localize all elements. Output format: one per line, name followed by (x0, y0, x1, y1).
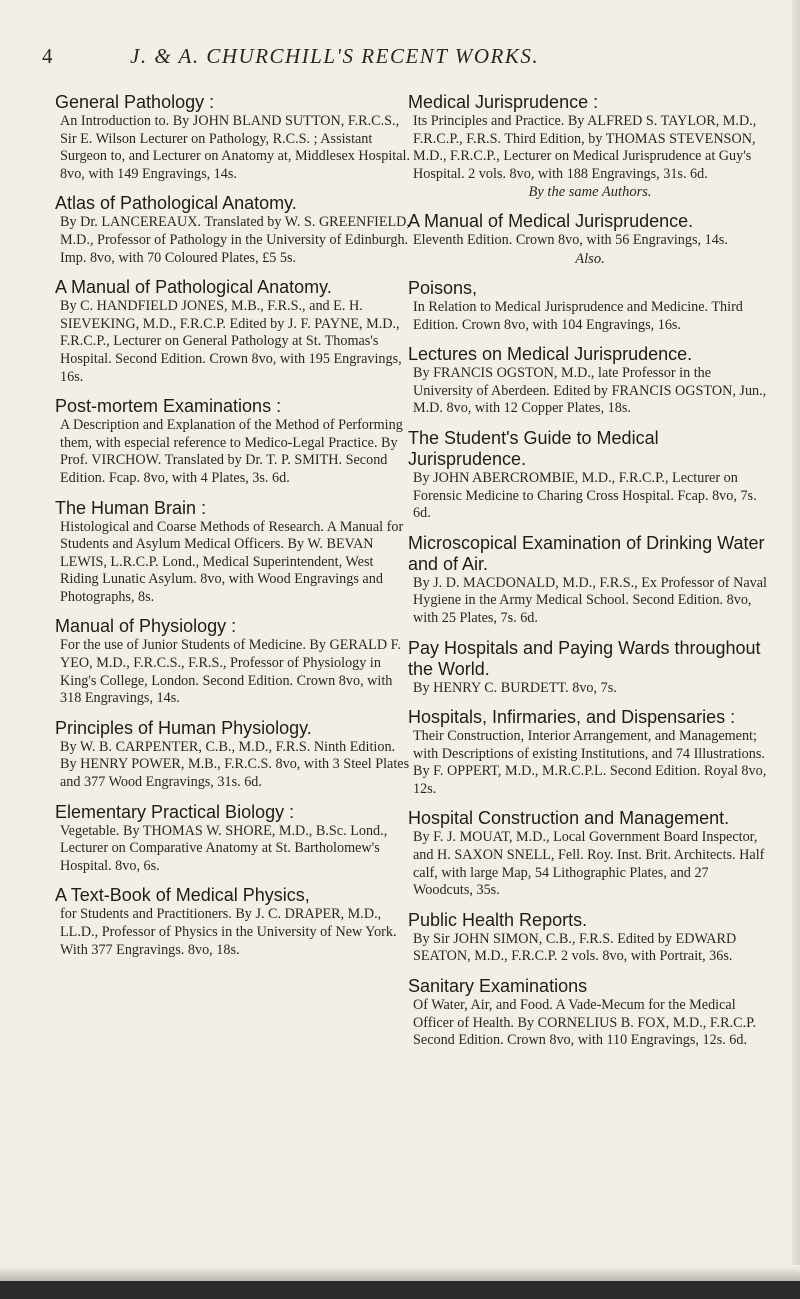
book-title: The Student's Guide to Medical Jurisprudence. (408, 427, 659, 469)
book-description: Their Construction, Interior Arrangement, and Management; with Descriptions of existing Institutions, and 74 Illustrations. By F. OPPERT, M.D., M.R.C.P.L. Second Edition. Royal 8vo, 12s. (413, 728, 767, 797)
book-description: Eleventh Edition. Crown 8vo, with 56 Engravings, 14s. (413, 232, 728, 249)
book-title: General Pathology : (55, 92, 215, 112)
running-head: J. & A. CHURCHILL'S RECENT WORKS. (130, 44, 540, 68)
book-description: By FRANCIS OGSTON, M.D., late Professor in the University of Aberdeen. Edited by FRANCIS OGSTON, Jun., M.D. 8vo, with 12 Copper Plates, 18s. (413, 365, 767, 417)
book-title: A Manual of Medical Jurisprudence. (408, 211, 694, 232)
book-title: The Human Brain : (55, 497, 207, 518)
book-description: A Description and Explanation of the Method of Performing them, with especial reference to Medico-Legal Practice. By Prof. VIRCHOW. Translated by Dr. T. P. SMITH. Second Edition. Fcap. 8vo, with 4 Plates, 3s. 6d. (60, 417, 403, 486)
book-entry (410, 211, 770, 268)
book-entry (410, 428, 770, 523)
book-description: Vegetable. By THOMAS W. SHORE, M.D., B.Sc. Lond., Lecturer on Comparative Anatomy at St. Bartholomew's Hospital. 8vo, 6s. (60, 822, 388, 874)
book-title: Hospitals, Infirmaries, and Dispensaries : (408, 707, 736, 728)
book-description: An Introduction to. By JOHN BLAND SUTTON, F.R.C.S., Sir E. Wilson Lecturer on Pathology, R.C.S. ; Assistant Surgeon to, and Lecturer on Anatomy at, Middlesex Hospital. 8vo, with 149 Engravings, 14s. (60, 113, 411, 182)
book-title: Principles of Human Physiology. (55, 717, 312, 738)
book-description: By C. HANDFIELD JONES, M.B., F.R.S., and E. H. SIEVEKING, M.D., F.R.C.P. Edited by J. F. PAYNE, M.D., F.R.C.P., Lecturer on General Pathology at St. Thomas's Hospital. Second Edition. Crown 8vo, with 195 Engravings, 16s. (60, 298, 402, 385)
book-title: A Text-Book of Medical Physics, (55, 885, 310, 906)
book-title: Post-mortem Examinations : (55, 396, 282, 417)
book-entry (57, 92, 412, 183)
book-entry (57, 277, 412, 386)
left-column (57, 92, 412, 969)
book-description: Its Principles and Practice. By ALFRED S. TAYLOR, M.D., F.R.C.P., F.R.S. Third Edition, by THOMAS STEVENSON, M.D., F.R.C.P., Lecturer on Medical Jurisprudence at Guy's Hospital. 2 vols. 8vo, with 188 Engravings, 31s. 6d. (413, 113, 757, 182)
book-entry (410, 92, 770, 201)
book-entry (57, 193, 412, 267)
book-entry (410, 976, 770, 1050)
page-edge (792, 0, 800, 1265)
byline: By the same Authors. (528, 184, 652, 201)
book-description: Of Water, Air, and Food. A Vade-Mecum for the Medical Officer of Health. By CORNELIUS B. FOX, M.D., F.R.C.P. Second Edition. Crown 8vo, with 110 Engravings, 12s. 6d. (413, 997, 757, 1049)
book-description: For the use of Junior Students of Medicine. By GERALD F. YEO, M.D., F.R.C.S., F.R.S., Professor of Physiology in King's College, London. Second Edition. Crown 8vo, with 318 Engravings, 14s. (60, 637, 401, 707)
book-entry (57, 802, 412, 876)
book-description: By Sir JOHN SIMON, C.B., F.R.S. Edited by EDWARD SEATON, M.D., F.R.C.P. 2 vols. 8vo, with Portrait, 36s. (413, 930, 737, 965)
book-entry (410, 707, 770, 798)
book-title: Microscopical Examination of Drinking Water and of Air. (408, 532, 765, 574)
book-entry (410, 344, 770, 418)
book-title: Lectures on Medical Jurisprudence. (408, 344, 693, 365)
book-entry (410, 278, 770, 334)
book-description: By W. B. CARPENTER, C.B., M.D., F.R.S. Ninth Edition. By HENRY POWER, M.B., F.R.C.S. 8vo, with 3 Steel Plates and 377 Wood Engravings, 31s. 6d. (60, 738, 410, 791)
book-title: Medical Jurisprudence : (408, 92, 599, 112)
book-title: Poisons, (408, 277, 478, 298)
book-entry (57, 396, 412, 487)
book-description: By Dr. LANCEREAUX. Translated by W. S. GREENFIELD, M.D., Professor of Pathology in the University of Edinburgh. Imp. 8vo, with 70 Coloured Plates, £5 5s. (60, 214, 410, 266)
book-entry (57, 498, 412, 607)
book-title: Manual of Physiology : (55, 616, 237, 637)
book-title: Sanitary Examinations (408, 976, 588, 997)
book-title: Elementary Practical Biology : (55, 801, 295, 822)
page-number: 4 (42, 44, 53, 68)
book-description: In Relation to Medical Jurisprudence and Medicine. Third Edition. Crown 8vo, with 104 Engravings, 16s. (413, 298, 743, 333)
book-entry (410, 638, 770, 698)
book-entry (57, 616, 412, 707)
book-description: Histological and Coarse Methods of Research. A Manual for Students and Asylum Medical Officers. By W. BEVAN LEWIS, L.R.C.P. Lond., Medical Superintendent, West Riding Lunatic Asylum. 8vo, with Wood Engravings and Photographs, 8s. (60, 518, 404, 605)
book-description: By J. D. MACDONALD, M.D., F.R.S., Ex Professor of Naval Hygiene in the Army Medical School. Second Edition. 8vo, with 25 Plates, 7s. 6d. (413, 574, 767, 626)
book-description: By F. J. MOUAT, M.D., Local Government Board Inspector, and H. SAXON SNELL, Fell. Roy. Inst. Brit. Architects. Half calf, with large Map, 54 Lithographic Plates, and 27 Woodcuts, 35s. (413, 829, 765, 899)
book-title: Atlas of Pathological Anatomy. (55, 193, 297, 214)
book-entry (57, 885, 412, 959)
book-entry (410, 533, 770, 628)
book-title: Pay Hospitals and Paying Wards throughout the World. (408, 637, 761, 679)
page-header (0, 44, 800, 74)
book-entry (410, 910, 770, 966)
byline: Also. (575, 250, 605, 267)
book-entry (57, 718, 412, 792)
scan-border (0, 1281, 800, 1299)
page-bottom-shadow (0, 1266, 800, 1281)
book-title: A Manual of Pathological Anatomy. (55, 277, 332, 298)
book-description: for Students and Practitioners. By J. C. DRAPER, M.D., LL.D., Professor of Physics in the University of New York. With 377 Engravings. 8vo, 18s. (60, 906, 397, 958)
book-description: By JOHN ABERCROMBIE, M.D., F.R.C.P., Lecturer on Forensic Medicine to Charing Cross Hospital. Fcap. 8vo, 7s. 6d. (413, 469, 757, 522)
book-description: By HENRY C. BURDETT. 8vo, 7s. (413, 679, 617, 696)
right-column (410, 92, 770, 1060)
book-entry (410, 808, 770, 899)
book-title: Hospital Construction and Management. (408, 808, 730, 829)
book-title: Public Health Reports. (408, 909, 588, 930)
